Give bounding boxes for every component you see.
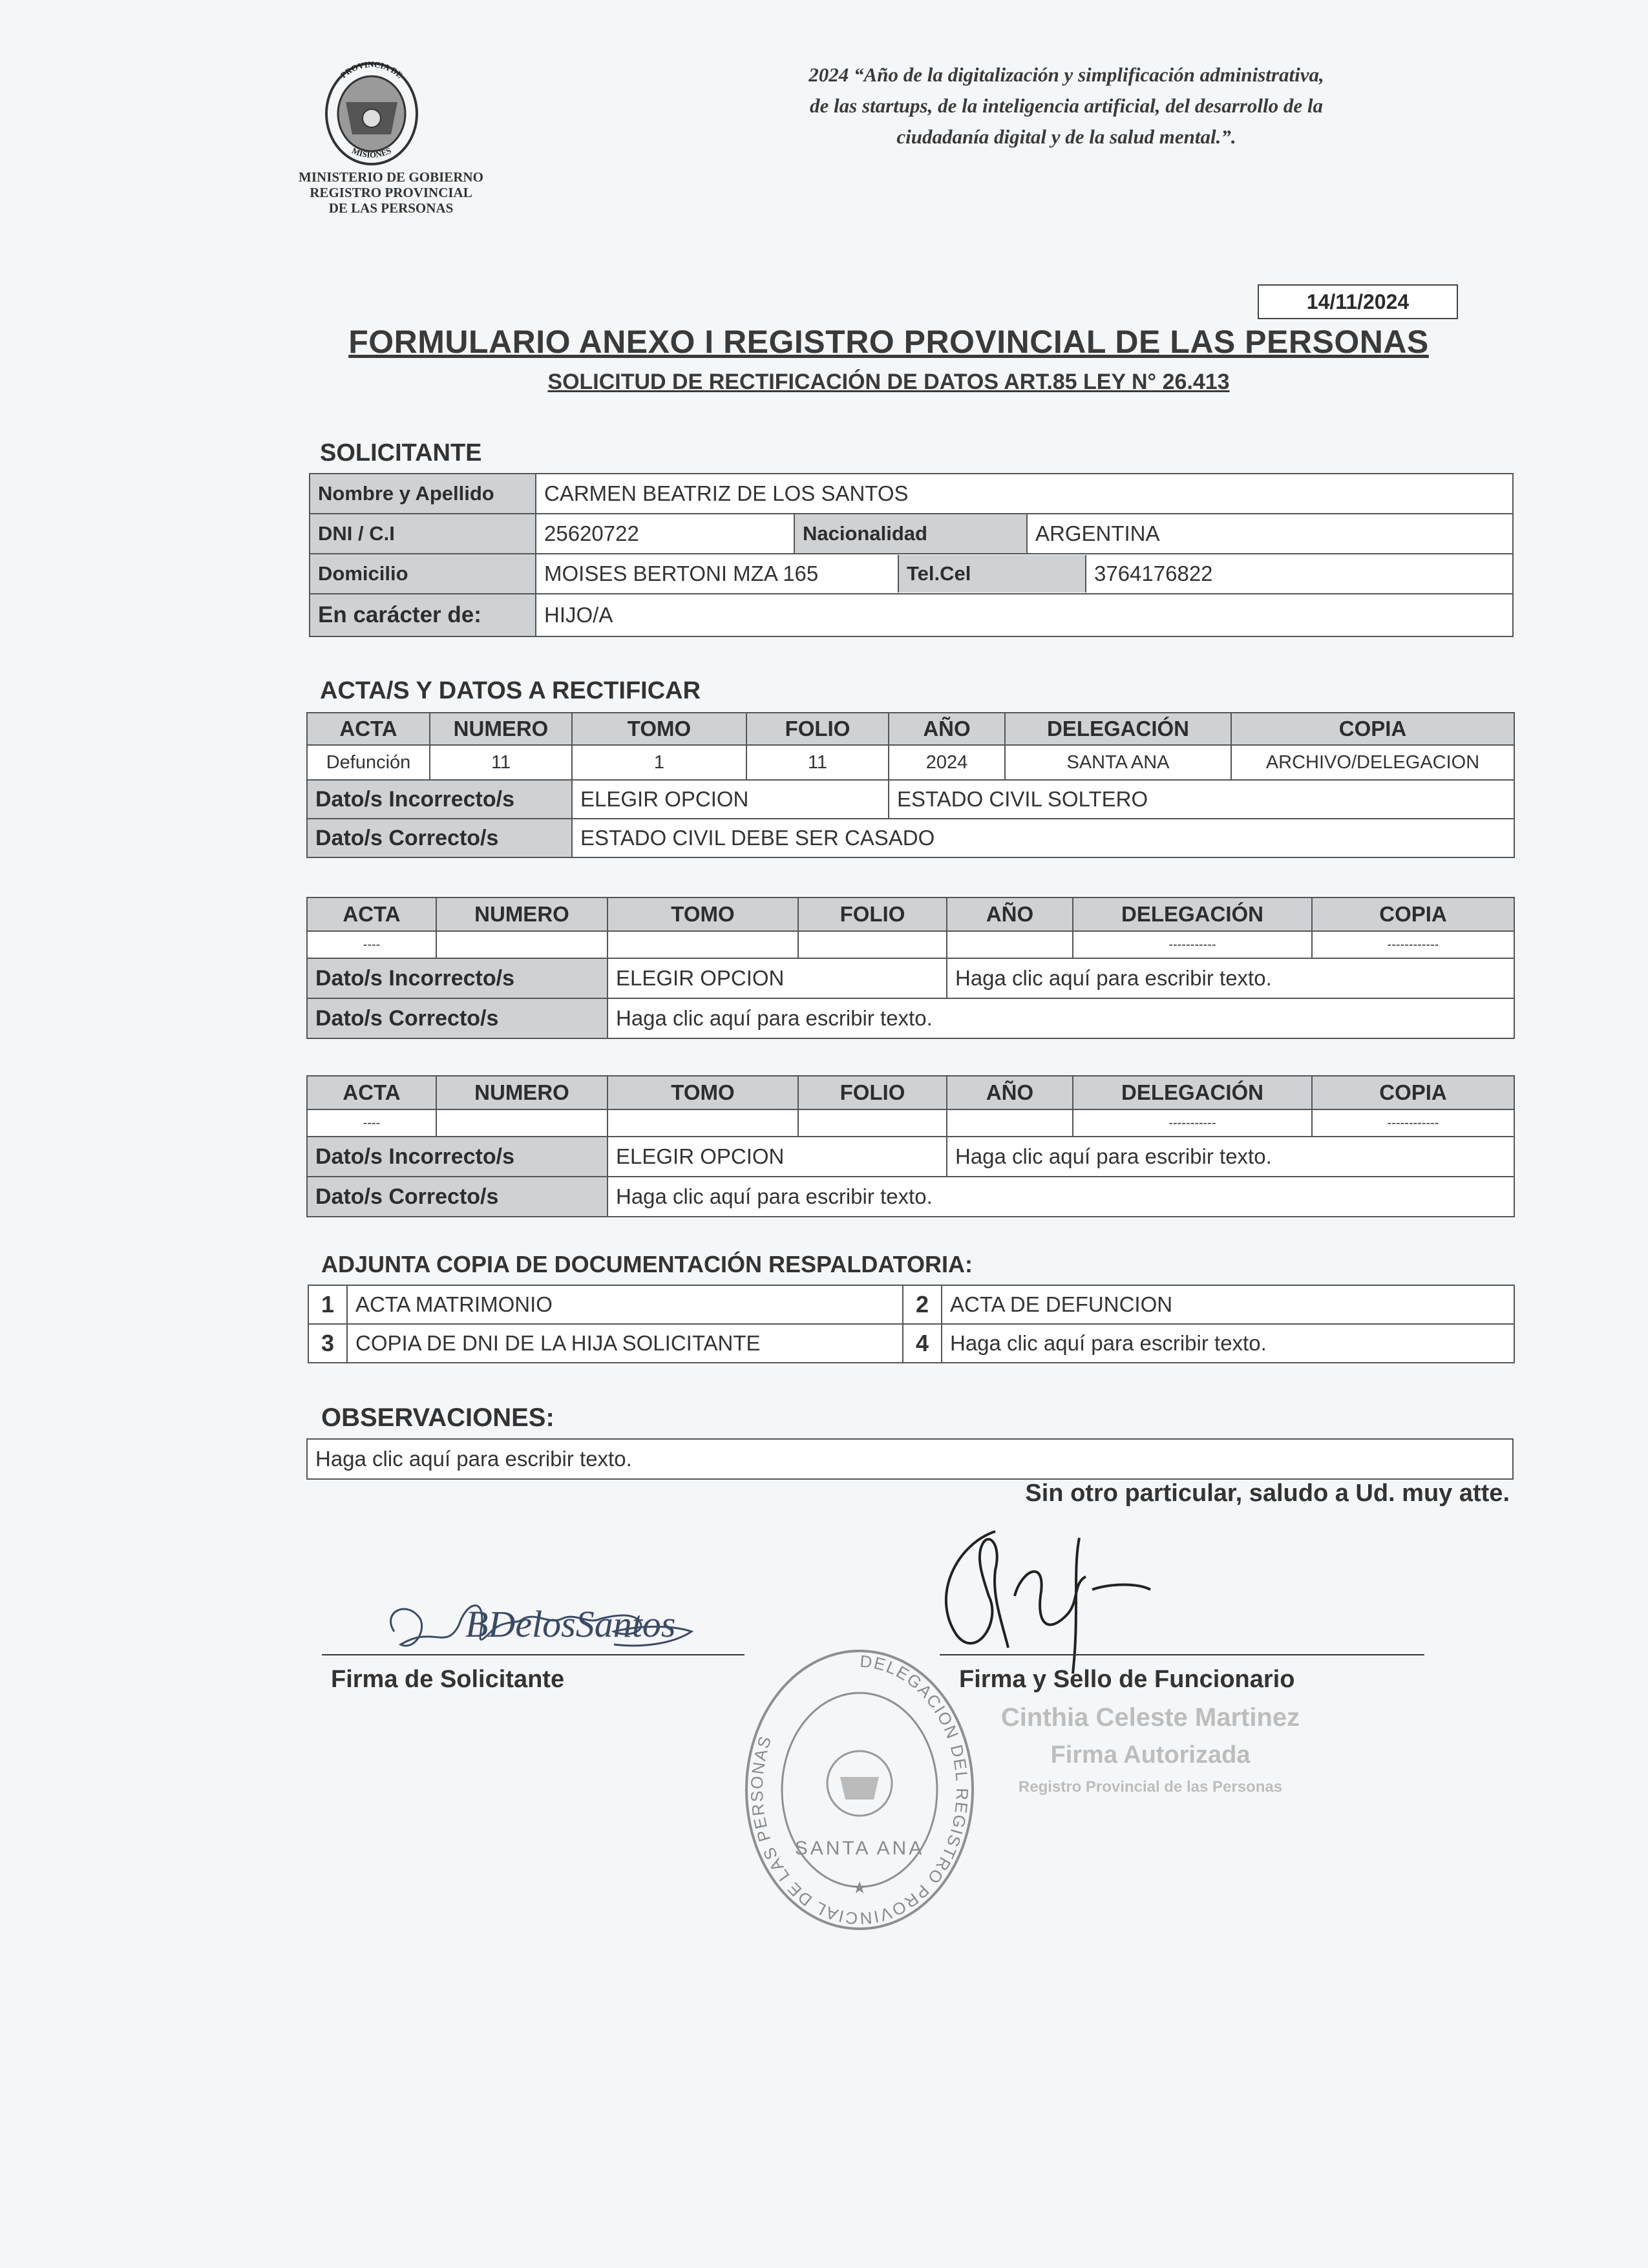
closing-text: Sin otro particular, saludo a Ud. muy atte.: [1025, 1480, 1510, 1507]
observaciones-heading: OBSERVACIONES:: [321, 1403, 555, 1432]
incorrect-data-field[interactable]: ESTADO CIVIL SOLTERO: [889, 780, 1514, 819]
doc-number: 4: [903, 1324, 942, 1363]
incorrect-option-select[interactable]: ELEGIR OPCION: [607, 1137, 947, 1177]
col-header-acta: ACTA: [307, 1076, 436, 1109]
ministry-line: MINISTERIO DE GOBIERNO: [299, 169, 483, 185]
tomo-field[interactable]: [607, 931, 798, 958]
applicant-signature-text: BDelosSantos: [465, 1603, 676, 1645]
doc-field-4[interactable]: Haga clic aquí para escribir texto.: [942, 1324, 1514, 1363]
correct-label: Dato/s Correcto/s: [307, 998, 607, 1038]
tomo-field[interactable]: 1: [572, 745, 746, 780]
col-header-acta: ACTA: [307, 713, 430, 745]
year-motto: [646, 59, 1486, 152]
col-header-numero: NUMERO: [436, 898, 607, 931]
col-header-numero: NUMERO: [436, 1076, 607, 1109]
solicitante-table: [309, 473, 1514, 637]
copia-select[interactable]: ARCHIVO/DELEGACION: [1231, 745, 1514, 780]
ministry-line: DE LAS PERSONAS: [328, 200, 454, 216]
col-header-folio: FOLIO: [798, 1076, 947, 1109]
address-label: Domicilio: [310, 554, 536, 594]
seal-bottom-text: MISIONES: [350, 145, 393, 160]
delegacion-select[interactable]: -----------: [1073, 931, 1312, 958]
col-header-delegacion: DELEGACIÓN: [1073, 898, 1312, 931]
dni-field[interactable]: 25620722: [536, 514, 794, 554]
col-header-folio: FOLIO: [746, 713, 889, 745]
actas-heading: ACTA/S Y DATOS A RECTIFICAR: [320, 677, 701, 704]
observaciones-table: [306, 1438, 1514, 1480]
official-stamp-role: Firma Autorizada: [1050, 1741, 1251, 1769]
seal-top-text: PROVINCIA DE: [338, 59, 405, 80]
stamp-ring-text: DELEGACION DEL REGISTRO PROVINCIAL DE LAS PERSONAS: [746, 1651, 973, 1929]
numero-field[interactable]: [436, 1109, 607, 1137]
nationality-field[interactable]: ARGENTINA: [1027, 514, 1513, 554]
acta-type-select[interactable]: Defunción: [307, 745, 430, 780]
acta-block-3: [306, 1075, 1515, 1217]
col-header-numero: NUMERO: [430, 713, 572, 745]
correct-label: Dato/s Correcto/s: [307, 819, 572, 857]
stamp-center-text: SANTA ANA: [794, 1838, 925, 1859]
acta-block-2: [306, 897, 1515, 1039]
incorrect-data-field[interactable]: Haga clic aquí para escribir texto.: [947, 1137, 1514, 1177]
delegacion-select[interactable]: SANTA ANA: [1005, 745, 1231, 780]
col-header-folio: FOLIO: [798, 898, 947, 931]
doc-field-1[interactable]: ACTA MATRIMONIO: [347, 1285, 903, 1324]
address-phone-subtable: [536, 555, 1512, 593]
official-stamp-office: Registro Provincial de las Personas: [1018, 1778, 1283, 1796]
doc-field-2[interactable]: ACTA DE DEFUNCION: [942, 1285, 1514, 1324]
role-field[interactable]: HIJO/A: [536, 594, 1513, 636]
copia-select[interactable]: ------------: [1312, 931, 1514, 958]
provincial-seal-logo: [320, 57, 423, 167]
role-label: En carácter de:: [310, 594, 536, 636]
ministry-line: REGISTRO PROVINCIAL: [310, 185, 472, 200]
col-header-copia: COPIA: [1312, 898, 1514, 931]
doc-field-3[interactable]: COPIA DE DNI DE LA HIJA SOLICITANTE: [347, 1324, 903, 1363]
name-label: Nombre y Apellido: [310, 474, 536, 514]
correct-data-field[interactable]: Haga clic aquí para escribir texto.: [607, 1177, 1514, 1217]
incorrect-option-select[interactable]: ELEGIR OPCION: [607, 958, 947, 998]
col-header-delegacion: DELEGACIÓN: [1073, 1076, 1312, 1109]
numero-field[interactable]: 11: [430, 745, 572, 780]
col-header-delegacion: DELEGACIÓN: [1005, 713, 1231, 745]
anio-field[interactable]: [947, 931, 1073, 958]
anio-field[interactable]: 2024: [889, 745, 1005, 780]
solicitante-heading: SOLICITANTE: [320, 439, 482, 467]
adjunta-heading: ADJUNTA COPIA DE DOCUMENTACIÓN RESPALDATORIA:: [321, 1251, 973, 1277]
col-header-tomo: TOMO: [572, 713, 746, 745]
acta-type-select[interactable]: ----: [307, 931, 436, 958]
col-header-copia: COPIA: [1231, 713, 1514, 745]
acta-type-select[interactable]: ----: [307, 1109, 436, 1137]
phone-label: Tel.Cel: [898, 555, 1086, 593]
folio-field[interactable]: [798, 931, 947, 958]
motto-line: 2024 “Año de la digitalización y simplificación administrativa,: [808, 63, 1324, 86]
incorrect-label: Dato/s Incorrecto/s: [307, 780, 572, 819]
col-header-copia: COPIA: [1312, 1076, 1514, 1109]
adjunta-table: [308, 1285, 1515, 1363]
applicant-signature-label: Firma de Solicitante: [331, 1666, 565, 1693]
motto-line: ciudadanía digital y de la salud mental.”.: [896, 125, 1236, 148]
form-subtitle: SOLICITUD DE RECTIFICACIÓN DE DATOS ART.85 LEY N° 26.413: [547, 370, 1230, 394]
folio-field[interactable]: 11: [746, 745, 889, 780]
anio-field[interactable]: [947, 1109, 1073, 1137]
address-field[interactable]: MOISES BERTONI MZA 165: [536, 555, 898, 593]
date-field[interactable]: 14/11/2024: [1258, 284, 1458, 319]
incorrect-data-field[interactable]: Haga clic aquí para escribir texto.: [947, 958, 1514, 998]
delegacion-select[interactable]: -----------: [1073, 1109, 1312, 1137]
applicant-signature: [368, 1586, 717, 1670]
doc-number: 3: [308, 1324, 347, 1363]
name-field[interactable]: CARMEN BEATRIZ DE LOS SANTOS: [536, 474, 1513, 514]
official-name-stamp: [969, 1699, 1331, 1800]
col-header-anio: AÑO: [947, 1076, 1073, 1109]
copia-select[interactable]: ------------: [1312, 1109, 1514, 1137]
col-header-tomo: TOMO: [607, 898, 798, 931]
numero-field[interactable]: [436, 931, 607, 958]
incorrect-label: Dato/s Incorrecto/s: [307, 1137, 607, 1177]
form-title: FORMULARIO ANEXO I REGISTRO PROVINCIAL DE LAS PERSONAS: [348, 324, 1429, 360]
folio-field[interactable]: [798, 1109, 947, 1137]
observaciones-field[interactable]: Haga clic aquí para escribir texto.: [307, 1439, 1513, 1479]
official-stamp-name: Cinthia Celeste Martinez: [1000, 1703, 1300, 1732]
dni-label: DNI / C.I: [310, 514, 536, 554]
incorrect-option-select[interactable]: ELEGIR OPCION: [572, 780, 889, 819]
correct-data-field[interactable]: Haga clic aquí para escribir texto.: [607, 998, 1514, 1038]
applicant-signature-line: [322, 1654, 745, 1655]
motto-line: de las startups, de la inteligencia artificial, del desarrollo de la: [810, 94, 1323, 117]
col-header-tomo: TOMO: [607, 1076, 798, 1109]
col-header-acta: ACTA: [307, 898, 436, 931]
official-signature-line: [940, 1654, 1424, 1655]
official-signature-label: Firma y Sello de Funcionario: [959, 1666, 1295, 1693]
col-header-anio: AÑO: [889, 713, 1005, 745]
delegation-round-stamp: [737, 1641, 982, 1938]
acta-block-1: [306, 712, 1515, 858]
doc-number: 1: [308, 1285, 347, 1324]
col-header-anio: AÑO: [947, 898, 1073, 931]
incorrect-label: Dato/s Incorrecto/s: [307, 958, 607, 998]
star-icon: ★: [852, 1878, 867, 1897]
correct-data-field[interactable]: ESTADO CIVIL DEBE SER CASADO: [572, 819, 1514, 857]
doc-number: 2: [903, 1285, 942, 1324]
nationality-label: Nacionalidad: [794, 514, 1027, 554]
phone-field[interactable]: 3764176822: [1094, 562, 1213, 585]
address-phone-group: [536, 554, 1513, 594]
ministry-name: [284, 169, 498, 216]
correct-label: Dato/s Correcto/s: [307, 1177, 607, 1217]
tomo-field[interactable]: [607, 1109, 798, 1137]
